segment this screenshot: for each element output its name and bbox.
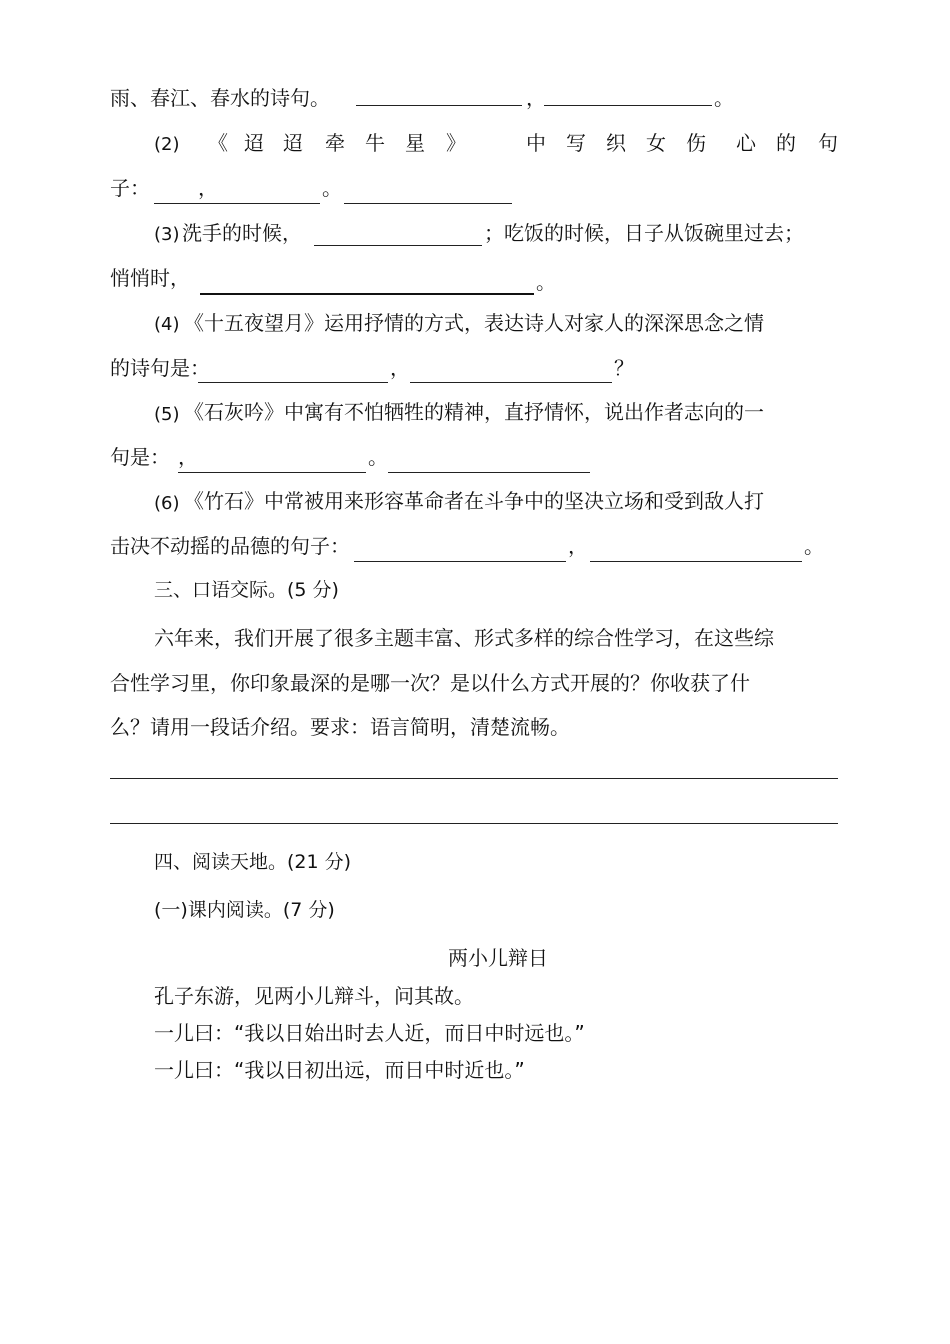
q4-answer-blank-2[interactable] (410, 382, 612, 383)
q4-answer-blank-1[interactable] (198, 382, 388, 383)
q2-char: 句 (818, 131, 838, 155)
q2-char: 织 (606, 131, 626, 155)
q6-line2-label: 击决不动摇的品德的句子： (110, 534, 350, 558)
answer-line-1[interactable] (110, 778, 838, 779)
q2-char: 牵 (325, 131, 345, 155)
q1-answer-blank-2[interactable] (544, 105, 712, 106)
q4-end: ？ (614, 356, 634, 380)
q3-text-b: ；吃饭的时候，日子从饭碗里过去； (484, 221, 804, 245)
q2-char: 》 (446, 131, 466, 155)
q2-char: 迢 (244, 131, 264, 155)
q4-line2-label: 的诗句是： (110, 356, 210, 380)
q3-number: (3) (154, 224, 180, 245)
q3-end: 。 (536, 270, 556, 294)
passage-line: 一儿曰：“我以日始出时去人近，而日中时远也。” (154, 1021, 585, 1045)
section3-para-line3: 么？请用一段话介绍。要求：语言简明，清楚流畅。 (110, 715, 570, 739)
section3-para-line1: 六年来，我们开展了很多主题丰富、形式多样的综合性学习，在这些综 (154, 626, 774, 650)
q6-comma: ， (568, 534, 588, 558)
section4-heading: 四、阅读天地。(21 分) (154, 851, 352, 873)
q1-end: 。 (714, 86, 734, 110)
q3-line2-label: 悄悄时， (110, 266, 190, 290)
q5-period: 。 (368, 445, 388, 469)
q4-comma: ， (390, 356, 410, 380)
q1-comma: ， (526, 86, 546, 110)
q2-answer-blank-2[interactable] (344, 203, 512, 204)
q5-number: (5) (154, 404, 180, 425)
passage-line: 孔子东游，见两小儿辩斗，问其故。 (154, 984, 474, 1008)
passage-title: 两小儿辩日 (448, 946, 548, 970)
q2-char: 心 (736, 131, 756, 155)
q5-line2-label: 句是： (110, 445, 170, 469)
q1-answer-blank-1[interactable] (356, 105, 522, 106)
q6-number: (6) (154, 493, 180, 514)
q5-answer-blank-2[interactable] (388, 472, 590, 473)
q2-char: 《 (208, 131, 228, 155)
q2-comma: ， (198, 176, 218, 200)
q6-end: 。 (804, 534, 824, 558)
q5-comma: ， (178, 445, 198, 469)
passage-line: 一儿曰：“我以日初出远，而日中时近也。” (154, 1058, 525, 1082)
q2-char: 伤 (686, 131, 706, 155)
q3-answer-blank-2[interactable] (200, 293, 534, 295)
q2-char: 中 (526, 131, 546, 155)
q4-number: (4) (154, 314, 180, 335)
q2-char: 的 (776, 131, 796, 155)
q6-answer-blank-2[interactable] (590, 561, 802, 562)
q5-answer-blank-1[interactable] (178, 472, 366, 473)
q2-char: 星 (405, 131, 425, 155)
q2-number: (2) (154, 134, 180, 155)
q6-answer-blank-1[interactable] (354, 561, 566, 562)
q2-char: 牛 (365, 131, 385, 155)
q2-answer-blank-1[interactable] (154, 203, 320, 204)
section3-heading: 三、口语交际。(5 分) (154, 579, 339, 601)
q2-char: 写 (566, 131, 586, 155)
q2-char: 女 (646, 131, 666, 155)
answer-line-2[interactable] (110, 823, 838, 824)
q2-line2-label: 子： (110, 176, 150, 200)
section3-para-line2: 合性学习里，你印象最深的是哪一次？是以什么方式开展的？你收获了什 (110, 671, 750, 695)
q3-answer-blank-1[interactable] (314, 245, 482, 246)
q1-tail-text: 雨、春江、春水的诗句。 (110, 86, 330, 110)
q4-text-a: 《十五夜望月》运用抒情的方式，表达诗人对家人的深深思念之情 (184, 311, 764, 335)
q6-text-a: 《竹石》中常被用来形容革命者在斗争中的坚决立场和受到敌人打 (184, 489, 764, 513)
section4-subheading: (一)课内阅读。(7 分) (154, 899, 335, 921)
q5-text-a: 《石灰吟》中寓有不怕牺牲的精神，直抒情怀，说出作者志向的一 (184, 400, 764, 424)
q3-text-a: 洗手的时候， (182, 221, 302, 245)
q2-char: 迢 (283, 131, 303, 155)
q2-period: 。 (322, 176, 342, 200)
